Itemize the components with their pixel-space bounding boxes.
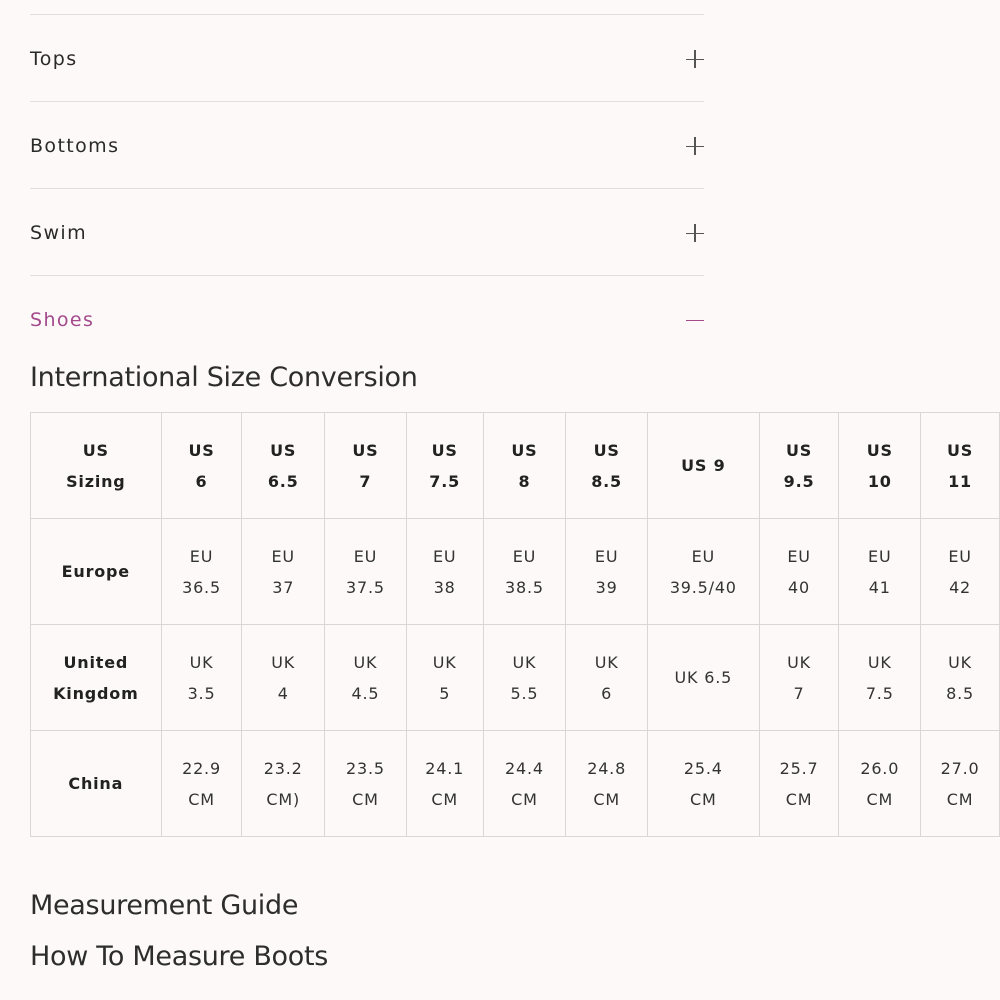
measurement-guide-title: Measurement Guide	[30, 890, 299, 921]
table-cell: 24.1 CM	[406, 731, 483, 837]
table-cell: US 8.5	[566, 413, 648, 519]
size-conversion-table	[30, 412, 1000, 837]
accordion-item-shoes[interactable]	[30, 275, 704, 362]
conversion-title: International Size Conversion	[30, 362, 418, 393]
table-cell: EU 39.5/40	[647, 519, 759, 625]
minus-icon[interactable]	[686, 311, 704, 329]
table-cell: US 10	[839, 413, 921, 519]
accordion-label: Bottoms	[30, 135, 120, 157]
table-cell: 25.4 CM	[647, 731, 759, 837]
table-cell: 27.0 CM	[921, 731, 1000, 837]
accordion-label: Tops	[30, 48, 78, 70]
table-cell: UK 5.5	[483, 625, 566, 731]
table-cell: US 6	[161, 413, 242, 519]
table-cell: UK 4	[242, 625, 325, 731]
table-cell: 24.4 CM	[483, 731, 566, 837]
table-cell: EU 40	[759, 519, 839, 625]
table-cell: EU 37.5	[325, 519, 407, 625]
table-cell: EU 37	[242, 519, 325, 625]
table-cell: EU 38.5	[483, 519, 566, 625]
category-accordion	[30, 14, 704, 362]
table-cell: EU 39	[566, 519, 648, 625]
table-cell: UK 7	[759, 625, 839, 731]
table-cell: UK 5	[406, 625, 483, 731]
accordion-label: Shoes	[30, 309, 95, 331]
table-cell: UK 8.5	[921, 625, 1000, 731]
row-header: China	[31, 731, 162, 837]
table-cell: 24.8 CM	[566, 731, 648, 837]
table-cell: UK 7.5	[839, 625, 921, 731]
plus-icon[interactable]	[686, 50, 704, 68]
accordion-item-tops[interactable]	[30, 14, 704, 101]
table-cell: US 11	[921, 413, 1000, 519]
accordion-item-swim[interactable]	[30, 188, 704, 275]
plus-icon[interactable]	[686, 224, 704, 242]
plus-icon[interactable]	[686, 137, 704, 155]
table-cell: EU 41	[839, 519, 921, 625]
row-header: US Sizing	[31, 413, 162, 519]
table-cell: US 6.5	[242, 413, 325, 519]
table-cell: EU 36.5	[161, 519, 242, 625]
accordion-item-bottoms[interactable]	[30, 101, 704, 188]
table-cell: UK 3.5	[161, 625, 242, 731]
row-header: United Kingdom	[31, 625, 162, 731]
table-cell: UK 6.5	[647, 625, 759, 731]
accordion-label: Swim	[30, 222, 87, 244]
table-cell: 23.2 CM)	[242, 731, 325, 837]
table-row	[31, 731, 1000, 837]
table-cell: UK 4.5	[325, 625, 407, 731]
table-row	[31, 625, 1000, 731]
table-row	[31, 413, 1000, 519]
table-cell: EU 42	[921, 519, 1000, 625]
table-cell: US 9.5	[759, 413, 839, 519]
table-cell: US 7	[325, 413, 407, 519]
table-row	[31, 519, 1000, 625]
table-cell: EU 38	[406, 519, 483, 625]
table-cell: 22.9 CM	[161, 731, 242, 837]
table-cell: 23.5 CM	[325, 731, 407, 837]
table-cell: US 8	[483, 413, 566, 519]
table-cell: 26.0 CM	[839, 731, 921, 837]
row-header: Europe	[31, 519, 162, 625]
table-cell: 25.7 CM	[759, 731, 839, 837]
table-cell: US 9	[647, 413, 759, 519]
table-cell: UK 6	[566, 625, 648, 731]
how-to-measure-title: How To Measure Boots	[30, 941, 329, 972]
table-cell: US 7.5	[406, 413, 483, 519]
